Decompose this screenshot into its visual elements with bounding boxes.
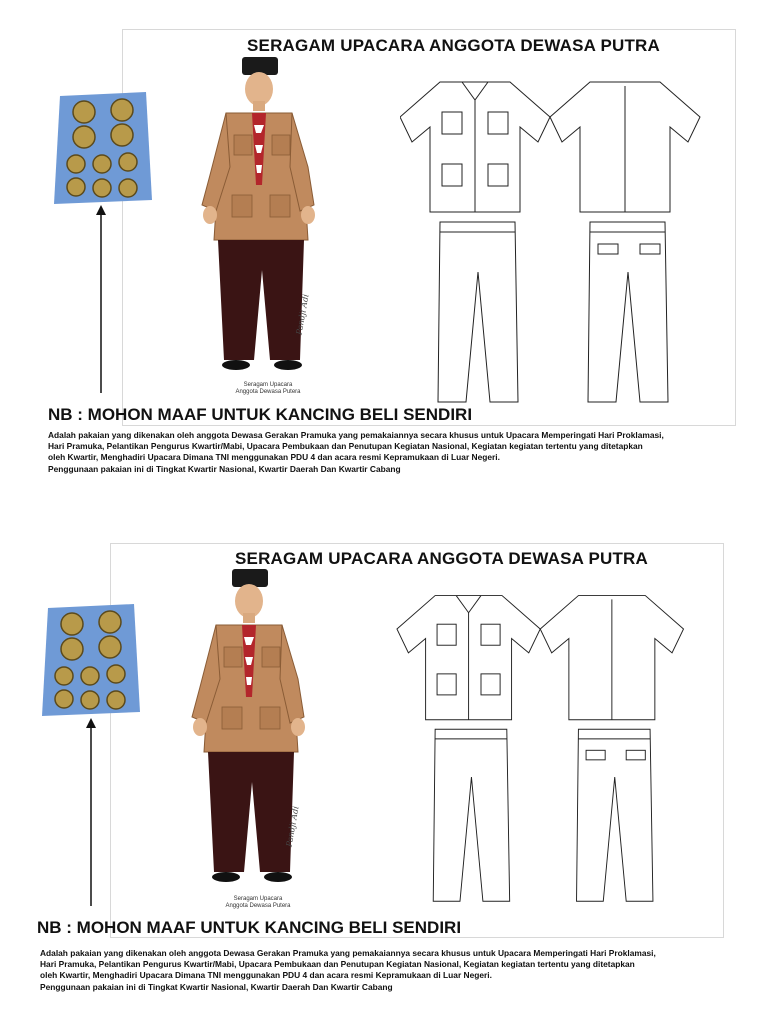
up-arrow-icon <box>84 718 98 908</box>
uniform-description <box>40 948 712 993</box>
technical-drawing <box>400 72 710 407</box>
artist-signature: Pandji Adi <box>294 293 311 336</box>
brass-buttons-image <box>42 604 140 716</box>
buttons-note: NB : MOHON MAAF UNTUK KANCING BELI SENDIRI <box>48 405 473 424</box>
up-arrow-icon <box>94 205 108 395</box>
description-line: oleh Kwartir, Menghadiri Upacara Dimana TNI menggunakan PDU 4 dan acara resmi Kepramukaan di Luar Negeri. <box>48 452 500 463</box>
caption-line-1: Seragam Upacara <box>243 382 293 388</box>
description-line: Adalah pakaian yang dikenakan oleh anggota Dewasa Gerakan Pramuka yang pemakaiannya secara khusus untuk Upacara Memperingati Hari Proklamasi, <box>48 430 664 440</box>
uniform-figure-illustration <box>186 567 316 892</box>
section-title: SERAGAM UPACARA ANGGOTA DEWASA PUTRA <box>247 36 660 55</box>
uniform-description <box>48 430 720 475</box>
caption-line-2: Anggota Dewasa Putera <box>235 389 301 395</box>
section-title: SERAGAM UPACARA ANGGOTA DEWASA PUTRA <box>235 549 648 568</box>
technical-drawing <box>390 586 700 906</box>
brass-buttons-image <box>54 92 152 204</box>
description-line: oleh Kwartir, Menghadiri Upacara Dimana TNI menggunakan PDU 4 dan acara resmi Kepramukaan di Luar Negeri. <box>40 970 492 981</box>
figure-caption <box>208 896 308 910</box>
description-line: Hari Pramuka, Pelantikan Pengurus Kwartir/Mabi, Upacara Pembukaan dan Penutupan Kegiatan Nasional, Kegiatan kegiatan tertentu yang ditetapkan <box>40 959 635 970</box>
artist-signature: Pandji Adi <box>284 805 301 848</box>
uniform-figure-illustration <box>196 55 326 380</box>
description-line: Adalah pakaian yang dikenakan oleh anggota Dewasa Gerakan Pramuka yang pemakaiannya secara khusus untuk Upacara Memperingati Hari Proklamasi, <box>40 948 656 958</box>
description-line: Penggunaan pakaian ini di Tingkat Kwartir Nasional, Kwartir Daerah Dan Kwartir Cabang <box>48 463 401 474</box>
caption-line-2: Anggota Dewasa Putera <box>225 903 291 909</box>
buttons-note: NB : MOHON MAAF UNTUK KANCING BELI SENDIRI <box>37 918 462 937</box>
description-line: Hari Pramuka, Pelantikan Pengurus Kwartir/Mabi, Upacara Pembukaan dan Penutupan Kegiatan Nasional, Kegiatan kegiatan tertentu yang ditetapkan <box>48 441 643 452</box>
figure-caption <box>218 382 318 396</box>
caption-line-1: Seragam Upacara <box>233 896 283 902</box>
description-line: Penggunaan pakaian ini di Tingkat Kwartir Nasional, Kwartir Daerah Dan Kwartir Cabang <box>40 981 393 992</box>
